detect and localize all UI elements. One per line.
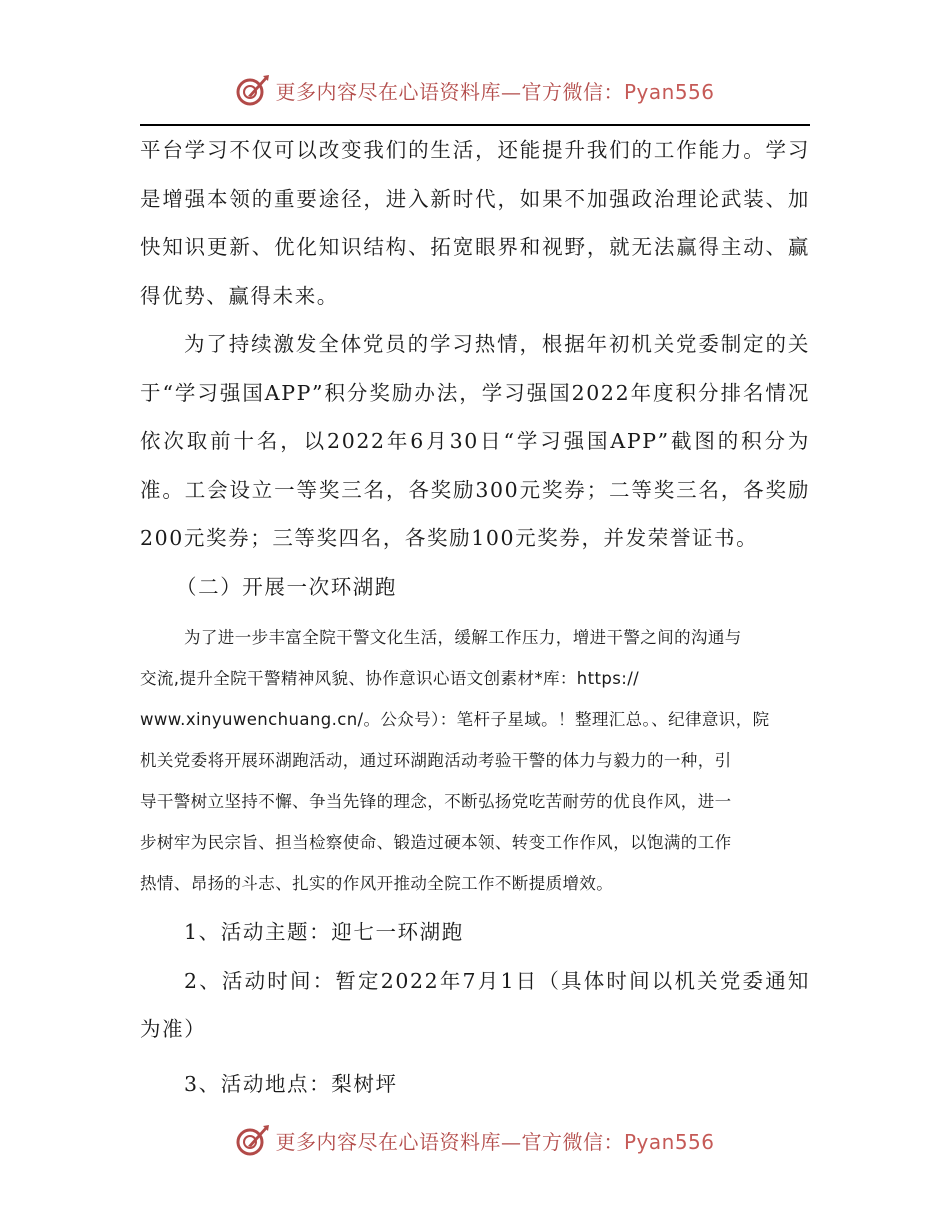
- header-watermark: [0, 70, 950, 110]
- run-line: 热情、昂扬的斗志、扎实的作风开推动全院工作不断提质增效。: [140, 874, 614, 893]
- watermark-dash: —: [500, 1129, 522, 1154]
- watermark-text: [275, 1126, 714, 1155]
- paragraph-study: 平台学习不仅可以改变我们的生活，还能提升我们的工作能力。学习是增强本领的重要途径，进入新时代，如果不加强政治理论武装、加快知识更新、优化知识结构、拓宽眼界和视野，就无法赢得主动、赢得优势、赢得未来。: [140, 138, 810, 308]
- run-line: 机关党委将开展环湖跑活动，通过环湖跑活动考验干警的体力与毅力的一种，引: [140, 751, 732, 770]
- watermark-handle: Pyan556: [623, 1129, 715, 1154]
- watermark-handle: Pyan556: [623, 79, 715, 104]
- watermark-brand: 更多内容尽在心语资料库: [275, 1129, 501, 1154]
- watermark-dash: —: [500, 79, 522, 104]
- watermark-text: [275, 76, 714, 105]
- run-paragraph: [140, 617, 810, 904]
- run-line: www.xinyuwenchuang.cn/。公众号）：笔杆子星域。！整理汇总。、纪律意识，院: [140, 710, 770, 729]
- run-line: 交流,提升全院干警精神风貌、协作意识心语文创素材*库：https://: [140, 669, 640, 688]
- quill-logo-icon: [235, 72, 271, 108]
- footer-watermark: [0, 1120, 950, 1160]
- section-heading: （二）开展一次环湖跑: [176, 574, 397, 599]
- watermark-brand: 更多内容尽在心语资料库: [275, 79, 501, 104]
- paragraph-award: 为了持续激发全体党员的学习热情，根据年初机关党委制定的关于“学习强国APP”积分奖励办法，学习强国2022年度积分排名情况依次取前十名，以2022年6月30日“学习强国APP”截图的积分为准。工会设立一等奖三名，各奖励300元奖券；二等奖三名，各奖励200元奖券；三等奖四名，各奖励100元奖券，并发荣誉证书。: [140, 332, 810, 550]
- document-body: [140, 126, 810, 1108]
- item-time: 2、活动时间：暂定2022年7月1日（具体时间以机关党委通知为准）: [140, 968, 810, 1041]
- watermark-label: 官方微信：: [521, 1129, 624, 1154]
- watermark-label: 官方微信：: [521, 79, 624, 104]
- run-line: 导干警树立坚持不懈、争当先锋的理念，不断弘扬党吃苦耐劳的优良作风，进一: [140, 792, 732, 811]
- item-theme: 1、活动主题：迎七一环湖跑: [184, 920, 464, 944]
- item-location: 3、活动地点：梨树坪: [184, 1071, 398, 1096]
- run-line: 为了进一步丰富全院干警文化生活，缓解工作压力，增进干警之间的沟通与: [184, 628, 742, 647]
- run-line: 步树牢为民宗旨、担当检察使命、锻造过硬本领、转变工作作风，以饱满的工作: [140, 833, 732, 852]
- quill-logo-icon: [235, 1122, 271, 1158]
